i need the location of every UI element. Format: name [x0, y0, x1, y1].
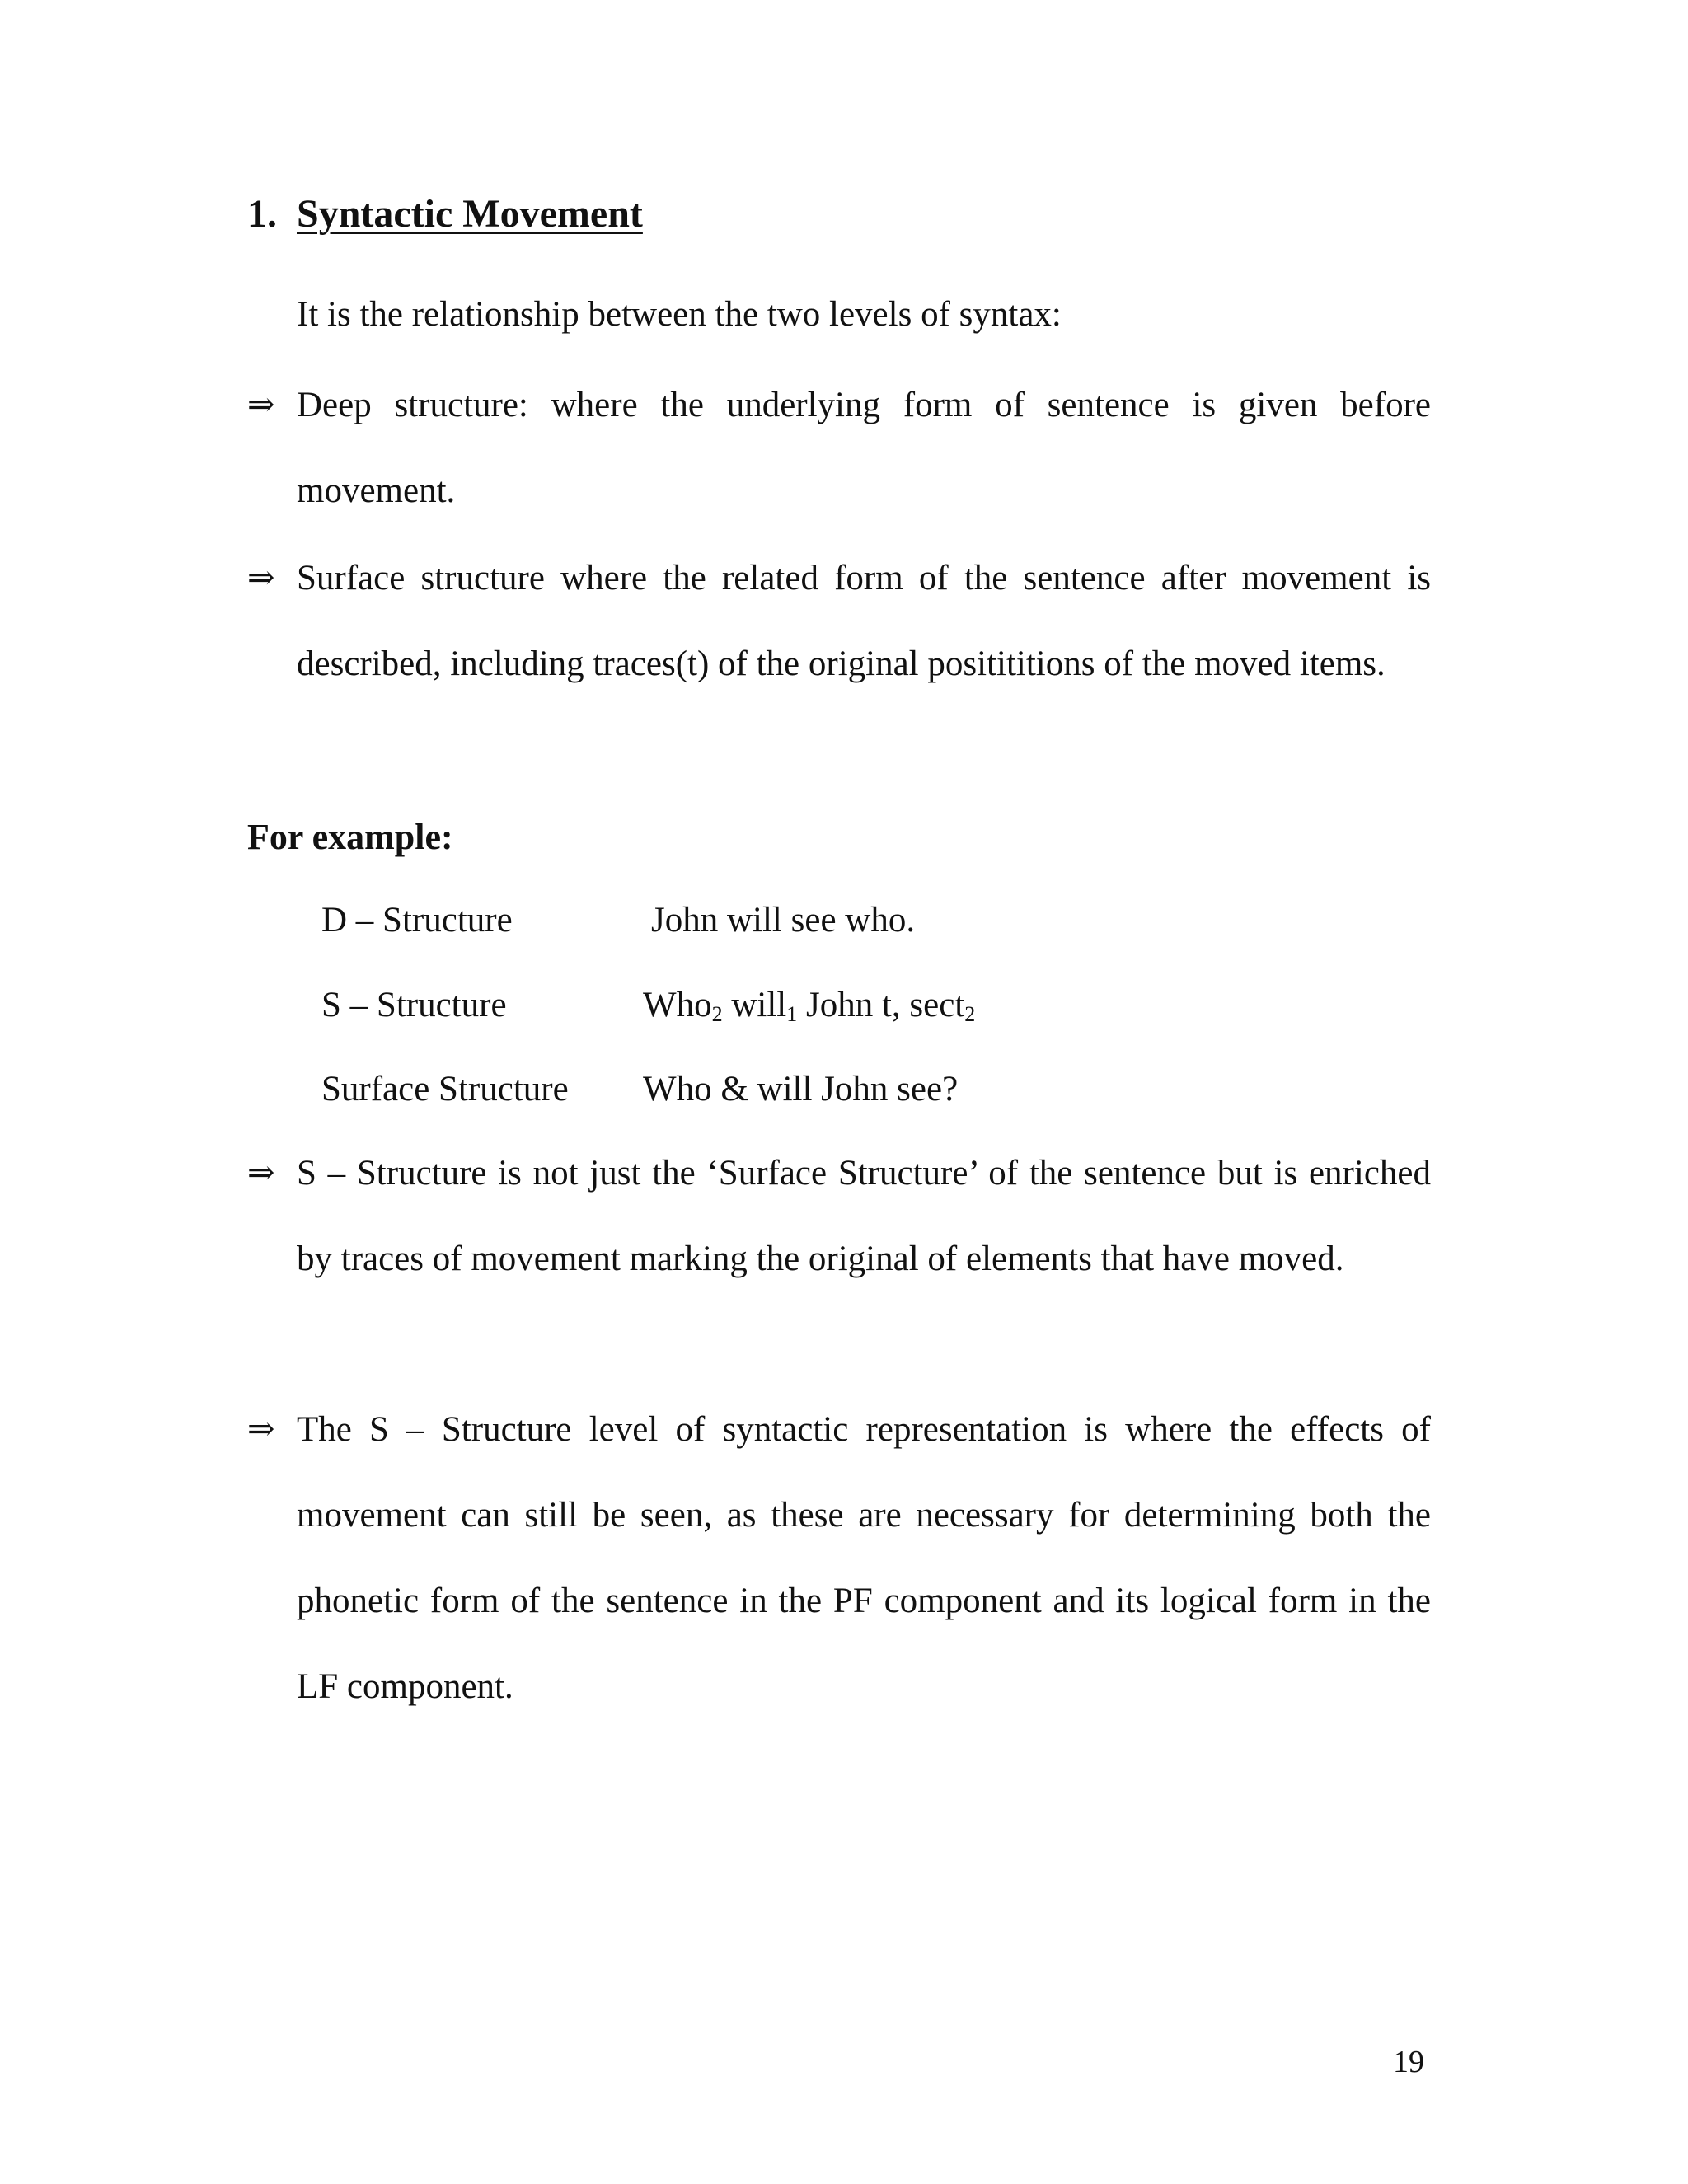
bullet-surface-structure: [247, 560, 1431, 707]
bullet-s-structure-traces: [247, 1155, 1431, 1302]
section-number: 1.: [247, 192, 277, 236]
implies-arrow-icon: ⇒: [247, 559, 275, 597]
bullet-text: The S – Structure level of syntactic representation is where the effects of movement can still be seen, as these are necessary for determining both the phonetic form of the sentence in the PF component and its logical form in the LF component.: [297, 1410, 1431, 1706]
implies-arrow-icon: ⇒: [247, 1410, 275, 1448]
implies-arrow-icon: ⇒: [247, 386, 275, 424]
example-row-label: D – Structure: [321, 901, 513, 940]
example-row-value: Who & will John see?: [643, 1070, 959, 1108]
example-row-label: Surface Structure: [321, 1070, 569, 1108]
implies-arrow-icon: ⇒: [247, 1154, 275, 1192]
example-row-value: Who$_2$ will$_1$ John t, sect$_2$: [643, 986, 976, 1026]
bullet-s-structure-level: [247, 1412, 1431, 1730]
example-row-label: S – Structure: [321, 986, 507, 1024]
intro-paragraph: It is the relationship between the two levels of syntax:: [297, 295, 1062, 334]
bullet-deep-structure: [247, 387, 1431, 534]
example-row-value: John will see who.: [651, 901, 916, 940]
section-title: Syntactic Movement: [297, 192, 643, 236]
section-heading: [247, 194, 643, 234]
bullet-text: Surface structure where the related form of the sentence after movement is described, including traces(t) of the original positititions of the moved items.: [297, 559, 1431, 683]
bullet-text: S – Structure is not just the ‘Surface Structure’ of the sentence but is enriched by traces of movement marking the original of elements that have moved.: [297, 1154, 1431, 1278]
example-label: For example:: [247, 817, 453, 857]
bullet-text: Deep structure: where the underlying form of sentence is given before movement.: [297, 386, 1431, 510]
page-number: 19: [1393, 2045, 1424, 2079]
